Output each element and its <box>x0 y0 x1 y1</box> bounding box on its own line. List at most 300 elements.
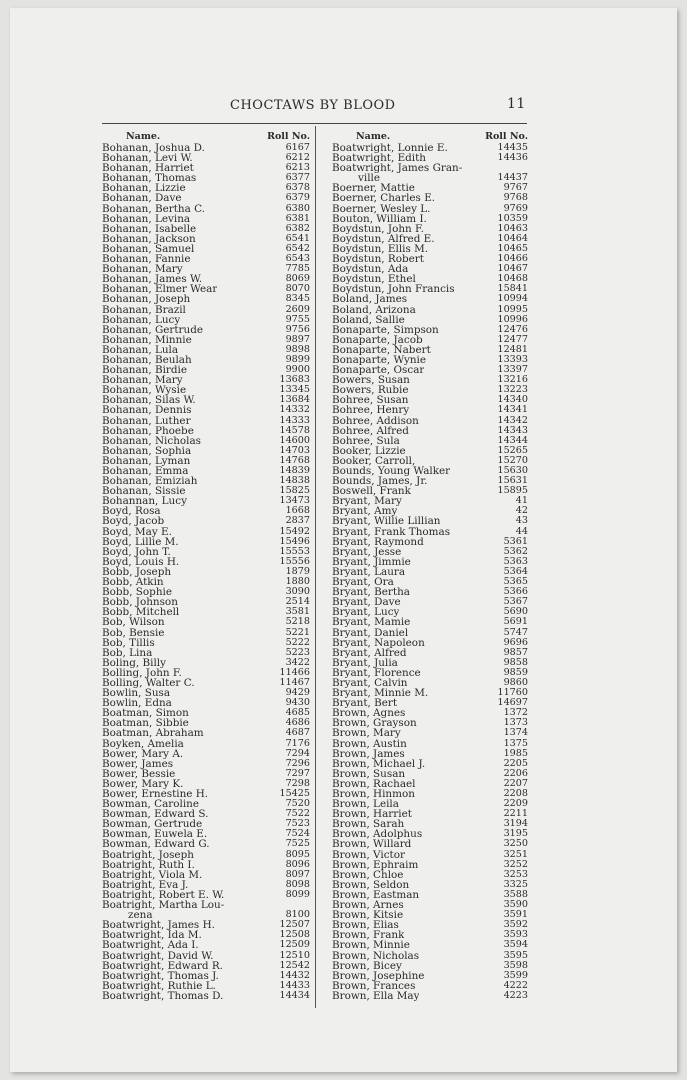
entry-roll-number: 9897 <box>285 333 310 345</box>
roll-entry <box>332 930 528 940</box>
entry-roll-number: 8099 <box>285 888 310 900</box>
entry-name: Bohree, Henry <box>332 405 410 416</box>
entry-roll-number: 6543 <box>285 253 310 265</box>
entry-name: Bohanan, Isabelle <box>102 223 197 234</box>
roll-entry <box>102 769 310 779</box>
roll-entry <box>102 557 310 567</box>
entry-name: Bobb, Joseph <box>102 566 172 578</box>
entry-roll-number: 2837 <box>285 515 310 527</box>
entry-name: Boydstun, Alfred E. <box>332 233 435 244</box>
entry-roll-number: 5366 <box>503 586 528 598</box>
entry-name: Bower, James <box>102 758 174 769</box>
entry-roll-number: 15825 <box>279 485 310 497</box>
roll-entry <box>102 294 310 304</box>
left-column <box>102 132 310 1001</box>
entry-roll-number: 14433 <box>279 979 310 991</box>
entry-roll-number: 2206 <box>503 767 528 779</box>
roll-entry <box>332 547 528 557</box>
roll-entry <box>102 254 310 264</box>
roll-entry <box>332 809 528 819</box>
entry-roll-number: 1373 <box>503 717 528 729</box>
entry-roll-number: 8098 <box>285 878 310 890</box>
entry-name: Brown, Ella May <box>332 990 420 1001</box>
entry-name: Bob, Wilson <box>102 617 165 628</box>
roll-entry <box>102 678 310 688</box>
entry-name: Bryant, Willie Lillian <box>332 516 441 527</box>
roll-entry <box>102 274 310 284</box>
entry-name: Brown, Josephine <box>332 970 425 981</box>
entry-name: Bohanan, Minnie <box>102 334 192 345</box>
page-number: 11 <box>507 96 526 112</box>
entry-roll-number: 1879 <box>285 565 310 577</box>
entry-roll-number: 2514 <box>285 596 310 608</box>
entry-roll-number: 6379 <box>285 192 310 204</box>
entry-name: Bowers, Susan <box>332 375 410 386</box>
roll-entry <box>332 173 528 183</box>
entry-name: Bohanan, Sissie <box>102 486 186 497</box>
roll-entry <box>332 880 528 890</box>
entry-roll-number: 3253 <box>503 868 528 880</box>
roll-entry <box>332 940 528 950</box>
entry-name: Bryant, Laura <box>332 566 406 578</box>
entry-roll-number: 9857 <box>503 646 528 658</box>
entry-name: Brown, Agnes <box>332 708 406 719</box>
roll-entry <box>332 648 528 658</box>
entry-name: Bower, Bessie <box>102 768 176 779</box>
entry-name: ville <box>358 173 380 184</box>
entry-roll-number: 3591 <box>503 909 528 921</box>
entry-name: Brown, Eastman <box>332 889 420 901</box>
name-heading: Name. <box>356 131 391 142</box>
entry-roll-number: 6542 <box>285 242 310 254</box>
entry-roll-number: 6381 <box>285 212 310 224</box>
entry-roll-number: 8095 <box>285 848 310 860</box>
roll-entry <box>332 961 528 971</box>
entry-roll-number: 14341 <box>497 404 528 416</box>
entry-roll-number: 13397 <box>497 364 528 376</box>
roll-entry <box>102 809 310 819</box>
entry-roll-number: 12481 <box>497 343 528 355</box>
entry-name: Bohannan, Lucy <box>102 496 187 507</box>
entry-roll-number: 11760 <box>497 687 528 699</box>
entry-roll-number: 8070 <box>285 283 310 295</box>
entry-roll-number: 14437 <box>497 172 528 184</box>
entry-name: Bryant, Minnie M. <box>332 688 429 699</box>
roll-entry <box>102 355 310 365</box>
entry-roll-number: 9696 <box>503 636 528 648</box>
roll-entry <box>102 506 310 516</box>
entry-name: Bohanan, Emiziah <box>102 476 198 487</box>
entry-roll-number: 5362 <box>503 545 528 557</box>
entry-roll-number: 2205 <box>503 757 528 769</box>
roll-entry <box>102 315 310 325</box>
entry-name: Brown, Seldon <box>332 879 410 890</box>
entry-roll-number: 3252 <box>503 858 528 870</box>
entry-name: Bowlin, Edna <box>102 698 172 709</box>
entry-name: Boatwright, Thomas J. <box>102 970 219 981</box>
entry-roll-number: 7520 <box>285 798 310 810</box>
roll-entry <box>332 153 528 163</box>
entry-name: Bohanan, Harriet <box>102 163 194 174</box>
entry-name: Brown, Minnie <box>332 940 410 951</box>
entry-name: Bohanan, Gertrude <box>102 324 204 335</box>
roll-entry <box>332 991 528 1001</box>
left-column-header <box>102 132 310 142</box>
entry-name: Booker, Lizzie <box>332 445 406 456</box>
roll-entry <box>332 860 528 870</box>
entry-roll-number: 14333 <box>279 414 310 426</box>
entry-roll-number: 9900 <box>285 364 310 376</box>
entry-roll-number: 11466 <box>279 666 310 678</box>
roll-entry <box>332 617 528 627</box>
roll-entry <box>102 335 310 345</box>
entry-name: Bonaparte, Oscar <box>332 365 425 376</box>
entry-name: Bohanan, Nicholas <box>102 435 201 446</box>
entry-name: Bonaparte, Wynie <box>332 354 427 366</box>
entry-roll-number: 5363 <box>503 555 528 567</box>
column-divider <box>315 126 316 1008</box>
entry-name: Boatright, Robert E. W. <box>102 889 225 901</box>
entry-roll-number: 6378 <box>285 182 310 194</box>
entry-roll-number: 14435 <box>497 142 528 153</box>
entry-name: Boland, James <box>332 294 408 305</box>
entry-name: Brown, Arnes <box>332 900 404 911</box>
entry-name: Bowman, Euwela E. <box>102 829 208 840</box>
entry-roll-number: 15630 <box>497 465 528 476</box>
entry-name: Bohanan, Fannie <box>102 254 191 265</box>
entry-roll-number: 3194 <box>503 818 528 830</box>
entry-name: Brown, Chloe <box>332 869 404 880</box>
entry-roll-number: 10468 <box>497 273 528 285</box>
entry-name: Bryant, Jesse <box>332 546 402 557</box>
entry-roll-number: 15492 <box>279 525 310 537</box>
entry-name: Brown, Kitsie <box>332 910 404 921</box>
entry-name: Boyd, Rosa <box>102 506 161 517</box>
entry-name: Boatwright, Ida M. <box>102 930 202 941</box>
entry-roll-number: 13393 <box>497 353 528 365</box>
entry-roll-number: 9769 <box>503 202 528 214</box>
entry-roll-number: 5690 <box>503 606 528 618</box>
entry-roll-number: 13345 <box>279 384 310 396</box>
entry-roll-number: 10359 <box>497 212 528 224</box>
roll-entry <box>332 920 528 930</box>
roll-entry <box>332 819 528 829</box>
entry-name: Bohanan, Beulah <box>102 354 192 366</box>
entry-name: Bohanan, Lyman <box>102 455 191 466</box>
entry-name: Boydstun, Ethel <box>332 274 416 285</box>
entry-roll-number: 7523 <box>285 818 310 830</box>
entry-roll-number: 5361 <box>503 535 528 547</box>
entry-name: Bowman, Edward G. <box>102 839 210 850</box>
roll-entry <box>332 557 528 567</box>
roll-entry <box>332 749 528 759</box>
roll-entry <box>102 829 310 839</box>
entry-roll-number: 3581 <box>285 606 310 618</box>
roll-entry <box>102 214 310 224</box>
entry-roll-number: 8345 <box>285 293 310 305</box>
entry-roll-number: 6382 <box>285 222 310 234</box>
entry-roll-number: 3592 <box>503 919 528 931</box>
entry-roll-number: 12509 <box>279 939 310 951</box>
entry-name: Brown, Hinmon <box>332 789 415 800</box>
entry-name: Bolling, John F. <box>102 667 182 678</box>
entry-roll-number: 10463 <box>497 222 528 234</box>
entry-name: Bryant, Amy <box>332 506 398 517</box>
entry-name: Bowman, Caroline <box>102 799 199 810</box>
entry-name: Boatright, Martha Lou- <box>102 900 225 911</box>
entry-name: Boydstun, John F. <box>332 223 424 234</box>
roll-entry <box>102 839 310 849</box>
entry-name: Bobb, Johnson <box>102 597 178 608</box>
entry-name: Bohanan, James W. <box>102 274 203 285</box>
entry-name: Boatwright, Edith <box>332 153 426 164</box>
entry-roll-number: 2208 <box>503 788 528 799</box>
entry-name: Bohanan, Lucy <box>102 314 181 325</box>
roll-entry <box>102 244 310 254</box>
entry-name: Brown, Nicholas <box>332 950 420 961</box>
roll-entry <box>102 708 310 718</box>
entry-name: Bryant, Dave <box>332 597 401 608</box>
entry-name: Boatright, Eva J. <box>102 879 189 890</box>
entry-roll-number: 2609 <box>285 303 310 315</box>
entry-name: Boydstun, Ellis M. <box>332 243 429 255</box>
entry-name: Bohanan, Dave <box>102 193 182 204</box>
roll-entry <box>102 789 310 799</box>
entry-name: Boydstun, Robert <box>332 254 424 265</box>
entry-roll-number: 8096 <box>285 858 310 870</box>
entry-roll-number: 9429 <box>285 687 310 699</box>
entry-name: Boyd, May E. <box>102 526 172 537</box>
entry-roll-number: 13684 <box>279 394 310 406</box>
entry-roll-number: 10466 <box>497 253 528 265</box>
roll-entry <box>332 698 528 708</box>
roll-entry <box>332 708 528 718</box>
entry-name: Bryant, Frank Thomas <box>332 526 451 537</box>
entry-name: Bowers, Rubie <box>332 385 409 396</box>
roll-entry <box>332 577 528 587</box>
entry-roll-number: 15895 <box>497 485 528 497</box>
entry-name: Bower, Mary A. <box>102 748 184 759</box>
roll-entry <box>332 890 528 900</box>
roll-entry <box>102 617 310 627</box>
entry-name: Bryant, Ora <box>332 577 394 588</box>
roll-entry <box>332 900 528 910</box>
roll-heading: Roll No. <box>485 131 528 142</box>
entry-roll-number: 14703 <box>279 444 310 456</box>
roll-entry <box>102 940 310 950</box>
entry-roll-number: 15631 <box>497 475 528 487</box>
entry-roll-number: 10996 <box>497 313 528 325</box>
roll-entry <box>332 638 528 648</box>
entry-name: Bob, Tillis <box>102 637 155 648</box>
entry-roll-number: 1880 <box>285 576 310 588</box>
entry-name: Bohanan, Luther <box>102 415 191 426</box>
entry-name: Bryant, Bert <box>332 698 398 709</box>
entry-name: Bryant, Mamie <box>332 617 411 628</box>
entry-roll-number: 5367 <box>503 596 528 608</box>
entry-roll-number: 3325 <box>503 878 528 890</box>
entry-roll-number: 12507 <box>279 919 310 931</box>
left-rows <box>102 143 310 1001</box>
entry-roll-number: 6212 <box>285 152 310 164</box>
entry-roll-number: 7297 <box>285 767 310 779</box>
entry-name: Bounds, James, Jr. <box>332 476 428 487</box>
entry-roll-number: 13223 <box>497 384 528 396</box>
entry-roll-number: 14344 <box>497 434 528 446</box>
entry-name: Bryant, Florence <box>332 667 421 678</box>
entry-name: Bohanan, Birdie <box>102 365 188 376</box>
entry-name: Brown, Sarah <box>332 819 405 830</box>
roll-entry <box>102 991 310 1001</box>
roll-entry <box>102 880 310 890</box>
entry-name: Brown, Adolphus <box>332 829 423 840</box>
entry-name: Bowlin, Susa <box>102 688 171 699</box>
entry-name: Brown, Austin <box>332 738 407 749</box>
roll-entry <box>102 638 310 648</box>
entry-roll-number: 13473 <box>279 495 310 507</box>
roll-entry <box>332 759 528 769</box>
entry-name: Boatman, Sibbie <box>102 718 189 729</box>
entry-roll-number: 10465 <box>497 242 528 254</box>
roll-entry <box>102 284 310 294</box>
roll-entry <box>102 153 310 163</box>
roll-entry <box>332 567 528 577</box>
entry-roll-number: 9898 <box>285 343 310 355</box>
roll-entry <box>102 648 310 658</box>
entry-name: Bohanan, Levi W. <box>102 153 193 164</box>
entry-name: Boerner, Mattie <box>332 183 415 194</box>
header-rule <box>102 123 527 124</box>
entry-roll-number: 9430 <box>285 697 310 709</box>
entry-name: Bohanan, Silas W. <box>102 395 196 406</box>
entry-roll-number: 14839 <box>279 465 310 476</box>
entry-roll-number: 14697 <box>497 697 528 709</box>
entry-name: Bohanan, Sophia <box>102 445 192 456</box>
entry-roll-number: 13216 <box>497 374 528 386</box>
entry-name: Brown, Mary <box>332 728 401 739</box>
roll-entry <box>102 496 310 506</box>
entry-name: Bohanan, Brazil <box>102 304 186 315</box>
roll-entry <box>102 183 310 193</box>
entry-name: Bryant, Bertha <box>332 587 410 598</box>
entry-name: Bohanan, Thomas <box>102 173 197 184</box>
roll-entry <box>332 789 528 799</box>
entry-name: Boatwright, Edward R. <box>102 960 223 971</box>
roll-entry <box>332 486 528 496</box>
entry-name: Boyd, Jacob <box>102 516 165 527</box>
entry-roll-number: 10464 <box>497 232 528 244</box>
entry-roll-number: 12477 <box>497 333 528 345</box>
entry-roll-number: 10994 <box>497 293 528 305</box>
roll-entry <box>102 749 310 759</box>
entry-roll-number: 4685 <box>285 707 310 719</box>
entry-roll-number: 14342 <box>497 414 528 426</box>
entry-roll-number: 15556 <box>279 555 310 567</box>
roll-entry <box>332 839 528 849</box>
right-rows <box>332 143 528 1001</box>
entry-roll-number: 8097 <box>285 868 310 880</box>
roll-entry <box>332 951 528 961</box>
entry-name: Bohanan, Samuel <box>102 243 195 255</box>
entry-roll-number: 14838 <box>279 475 310 487</box>
entry-roll-number: 7176 <box>285 737 310 749</box>
entry-name: Bobb, Sophie <box>102 587 172 598</box>
entry-name: Boatwright, Ruthie L. <box>102 980 216 991</box>
roll-entry <box>102 759 310 769</box>
roll-entry <box>332 597 528 607</box>
entry-name: Bower, Mary K. <box>102 778 184 789</box>
entry-roll-number: 5747 <box>503 626 528 638</box>
entry-name: zena <box>128 910 153 921</box>
entry-roll-number: 3595 <box>503 949 528 961</box>
roll-entry <box>102 193 310 203</box>
entry-name: Boatman, Simon <box>102 708 189 719</box>
entry-roll-number: 9768 <box>503 192 528 204</box>
roll-entry <box>102 890 310 900</box>
entry-roll-number: 8100 <box>285 909 310 921</box>
roll-entry <box>102 799 310 809</box>
entry-roll-number: 1374 <box>503 727 528 739</box>
entry-roll-number: 9858 <box>503 656 528 668</box>
entry-roll-number: 9859 <box>503 666 528 678</box>
roll-entry <box>332 850 528 860</box>
roll-heading: Roll No. <box>267 131 310 142</box>
roll-entry <box>102 850 310 860</box>
entry-name: Bounds, Young Walker <box>332 466 451 477</box>
entry-roll-number: 43 <box>515 515 528 527</box>
entry-roll-number: 1985 <box>503 747 528 759</box>
entry-roll-number: 5218 <box>285 616 310 628</box>
roll-entry <box>332 799 528 809</box>
entry-roll-number: 7785 <box>285 263 310 275</box>
entry-name: Boerner, Wesley L. <box>332 203 431 214</box>
entry-roll-number: 1372 <box>503 707 528 719</box>
entry-name: Bobb, Atkin <box>102 577 164 588</box>
entry-roll-number: 15265 <box>497 444 528 456</box>
entry-name: Boydstun, John Francis <box>332 284 455 295</box>
entry-name: Bohree, Addison <box>332 415 419 426</box>
entry-roll-number: 3588 <box>503 888 528 900</box>
entry-roll-number: 4223 <box>503 989 528 1001</box>
entry-name: Bohanan, Emma <box>102 466 189 477</box>
roll-entry <box>102 173 310 183</box>
roll-entry <box>102 597 310 607</box>
entry-name: Bohanan, Lula <box>102 344 179 355</box>
name-heading: Name. <box>126 131 161 142</box>
entry-name: Boatwright, Ada I. <box>102 940 199 951</box>
entry-name: Brown, Harriet <box>332 809 412 820</box>
roll-entry <box>332 668 528 678</box>
roll-entry <box>102 819 310 829</box>
roll-entry <box>332 728 528 738</box>
entry-name: Brown, Bicey <box>332 960 402 971</box>
entry-name: Boland, Arizona <box>332 304 416 315</box>
entry-name: Bryant, Calvin <box>332 677 408 689</box>
entry-roll-number: 2211 <box>503 808 528 820</box>
entry-name: Boatright, Viola M. <box>102 869 203 880</box>
right-column-header <box>332 132 528 142</box>
roll-entry <box>102 264 310 274</box>
entry-name: Bohanan, Lizzie <box>102 183 186 194</box>
roll-entry <box>102 587 310 597</box>
roll-entry <box>102 577 310 587</box>
entry-roll-number: 9756 <box>285 323 310 335</box>
roll-entry <box>102 728 310 738</box>
entry-name: Brown, James <box>332 748 405 759</box>
entry-roll-number: 2209 <box>503 798 528 810</box>
entry-roll-number: 14434 <box>279 989 310 1001</box>
entry-name: Bohanan, Wysie <box>102 385 187 396</box>
